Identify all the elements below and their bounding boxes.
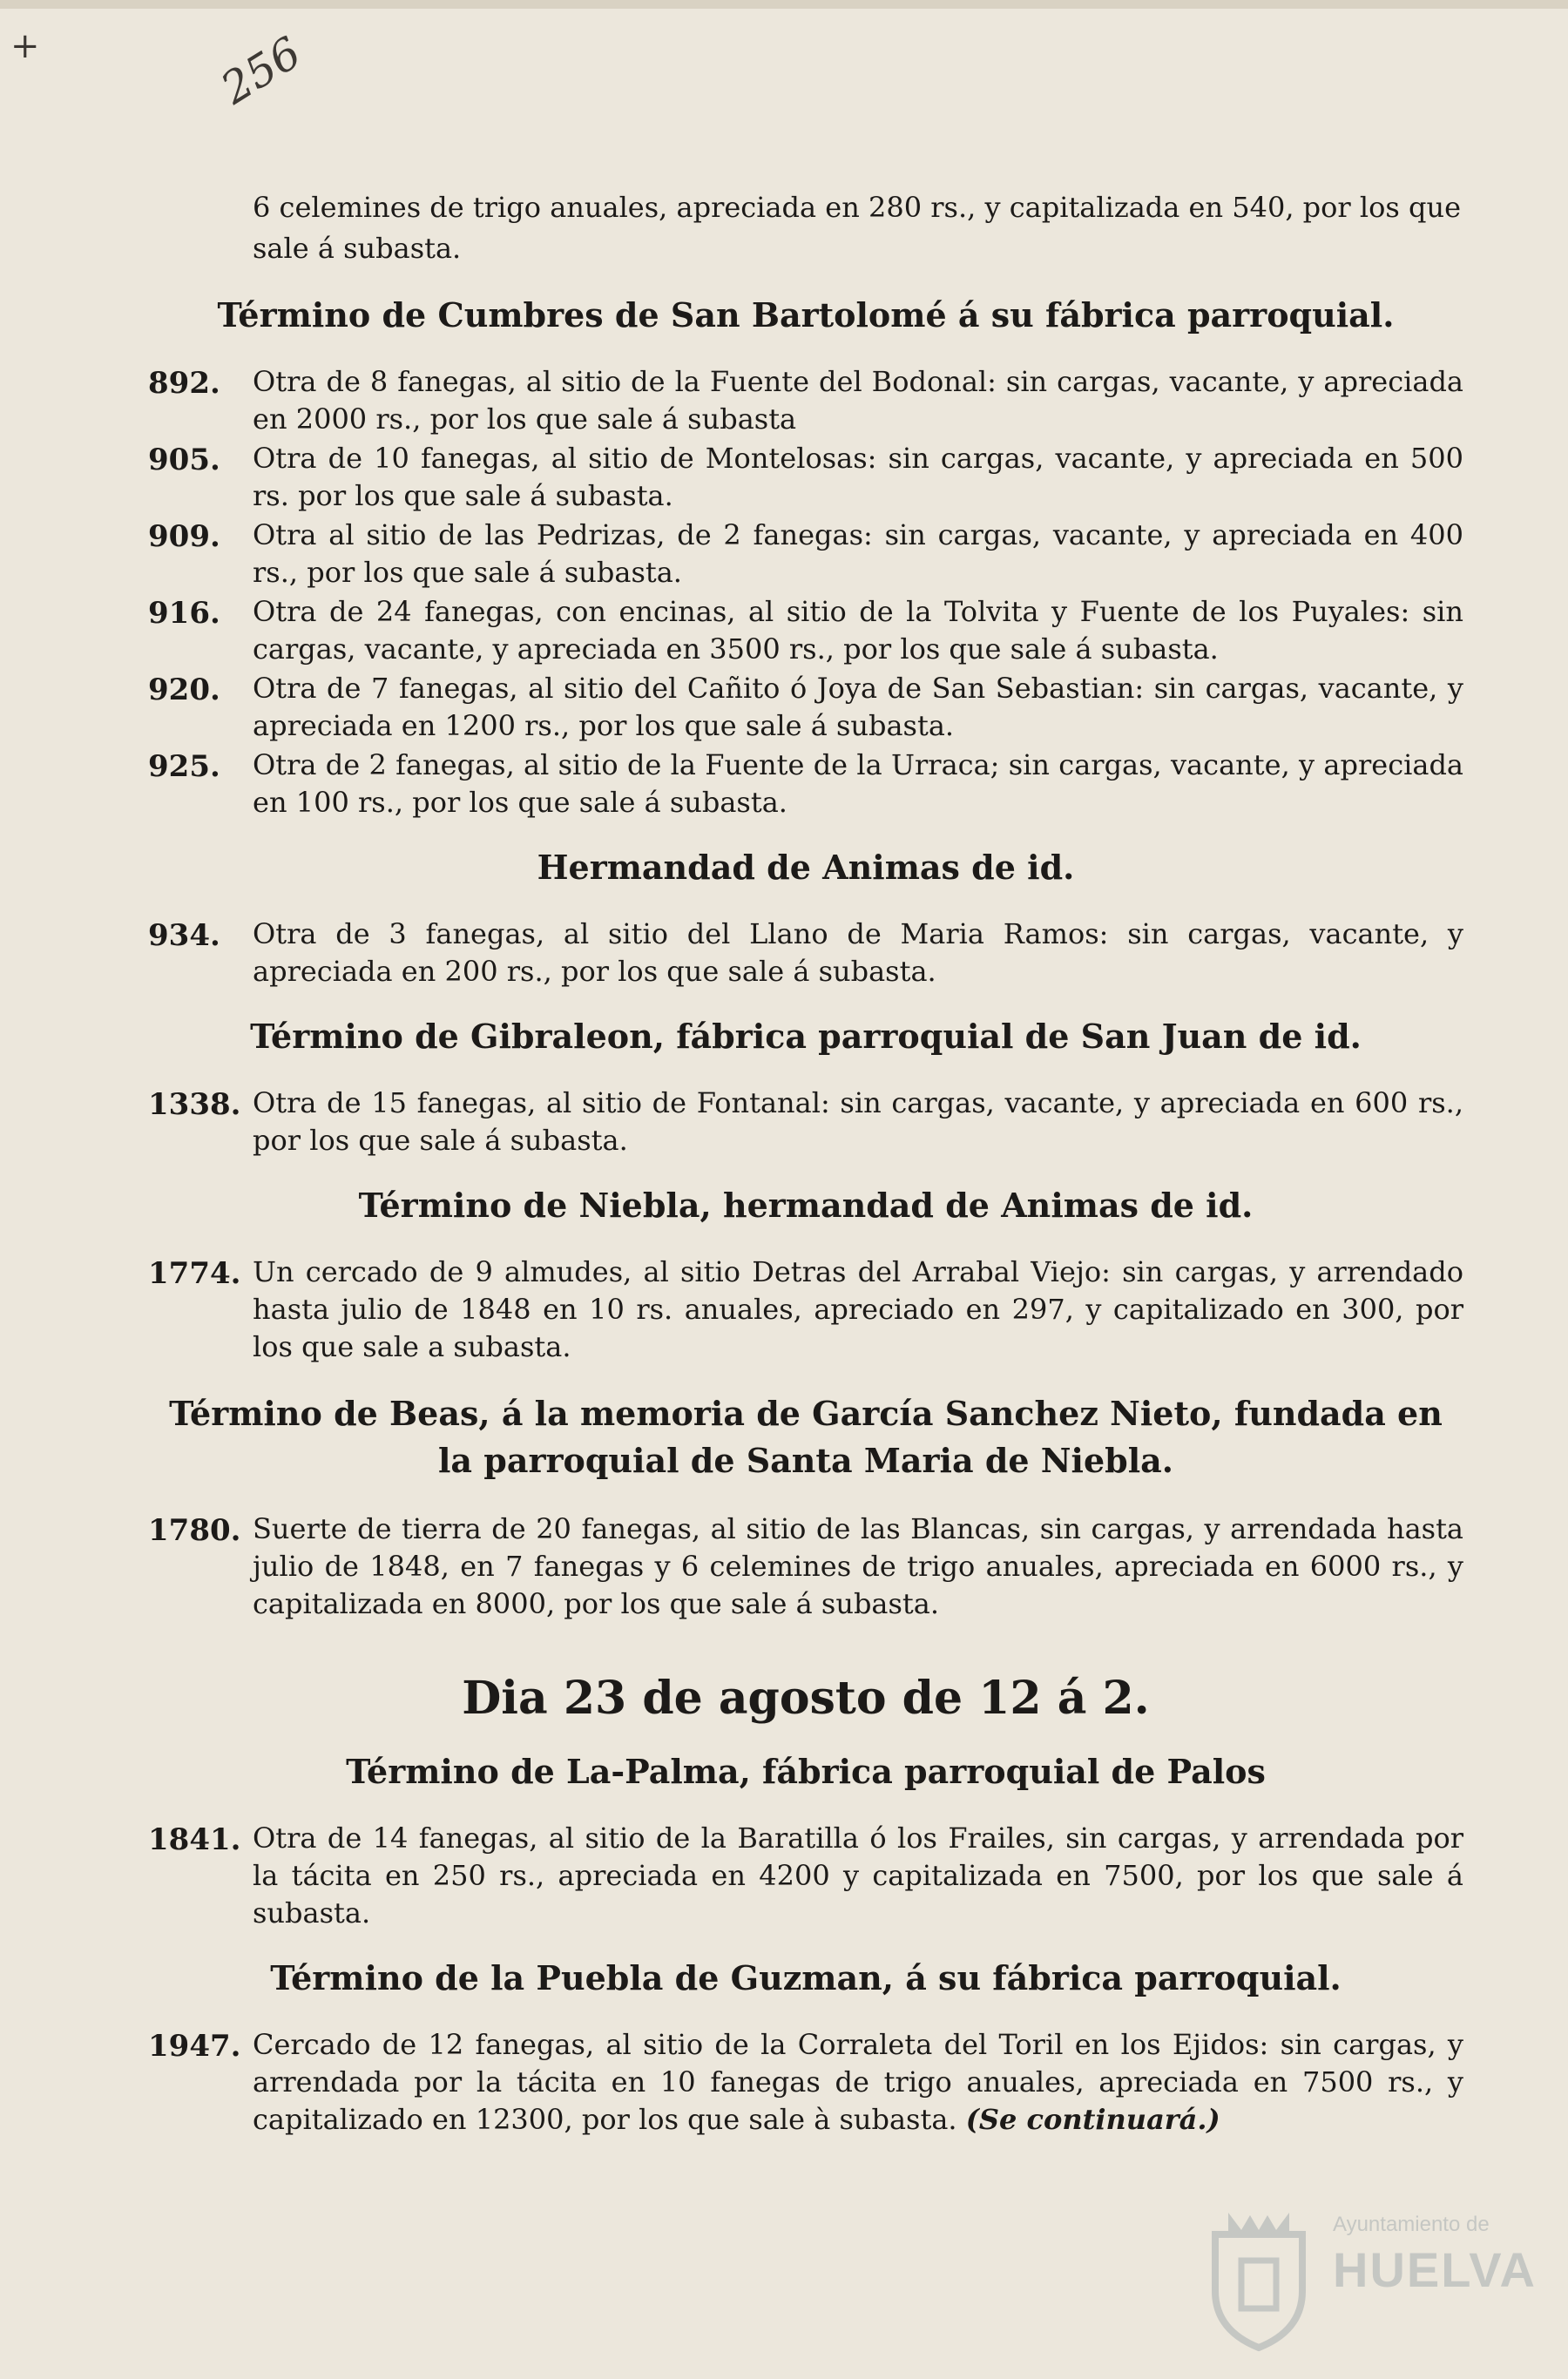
entry-text: [253, 1820, 1463, 1932]
entry-text: [253, 363, 1463, 438]
list-item: [148, 1254, 1463, 1366]
entry-number: 916.: [148, 596, 220, 631]
watermark-big-text: HUELVA: [1333, 2242, 1537, 2297]
entry-number: 920.: [148, 672, 220, 707]
entry-number: 905.: [148, 443, 220, 477]
entry-text-content: Suerte de tierra de 20 fanegas, al sitio de las Blancas, sin cargas, y arrendada hasta julio de 1848, en 7 fanegas y 6 celemines de trigo anuales, apreciada en 6000 rs., y capitalizada en 8000, por los que sale á subasta.: [253, 1512, 1463, 1620]
list-item: [148, 363, 1463, 438]
entry-text-content: Otra de 14 fanegas, al sitio de la Baratilla ó los Frailes, sin cargas, y arrendada por la tácita en 250 rs., apreciada en 4200 y capitalizada en 7500, por los que sale á subasta.: [253, 1821, 1463, 1930]
entry-number: 1338.: [148, 1087, 241, 1122]
handwritten-page-number: 256: [212, 27, 310, 114]
entry-text: [253, 1511, 1463, 1623]
entry-text-content: Otra de 24 fanegas, con encinas, al sitio de la Tolvita y Fuente de los Puyales: sin cargas, vacante, y apreciada en 3500 rs., por los que sale á subasta.: [253, 595, 1463, 666]
entry-text: [253, 916, 1463, 990]
entry-number: 909.: [148, 519, 220, 554]
list-item: [148, 916, 1463, 990]
entry-number: 925.: [148, 749, 220, 784]
watermark-small-text: Ayuntamiento de: [1333, 2213, 1490, 2236]
document-body: [148, 187, 1463, 2140]
page-edge: [0, 0, 1568, 9]
entry-text: [253, 440, 1463, 515]
opening-text: 6 celemines de trigo anuales, apreciada en 280 rs., y capitalizada en 540, por los que sale á subasta.: [253, 191, 1461, 265]
list-item: [148, 670, 1463, 745]
list-item: [148, 517, 1463, 591]
entry-number: 1947.: [148, 2029, 241, 2064]
entry-text-content: Otra de 3 fanegas, al sitio del Llano de Maria Ramos: sin cargas, vacante, y apreciada en 200 rs., por los que sale á subasta.: [253, 917, 1463, 988]
entry-number: 934.: [148, 918, 220, 953]
list-item: [148, 1820, 1463, 1932]
entry-text-content: Otra de 7 fanegas, al sitio del Cañito ó Joya de San Sebastian: sin cargas, vacante, y apreciada en 1200 rs., por los que sale á subasta.: [253, 672, 1463, 742]
entry-text: [253, 1254, 1463, 1366]
entry-text-content: Otra de 8 fanegas, al sitio de la Fuente del Bodonal: sin cargas, vacante, y apreciada en 2000 rs., por los que sale á subasta: [253, 365, 1463, 436]
list-item: [148, 440, 1463, 515]
list-item: [148, 1511, 1463, 1623]
entry-text: [253, 1085, 1463, 1159]
entry-text: [253, 593, 1463, 668]
ayuntamiento-huelva-watermark: [1202, 2208, 1537, 2352]
section-heading: Término de Cumbres de San Bartolomé á su fábrica parroquial.: [217, 295, 1395, 335]
entry-text: [253, 747, 1463, 821]
entry-text-content: Otra de 2 fanegas, al sitio de la Fuente de la Urraca; sin cargas, vacante, y apreciada en 100 rs., por los que sale á subasta.: [253, 748, 1463, 819]
continuation-note: (Se continuará.): [965, 2103, 1220, 2136]
section-heading: Hermandad de Animas de id.: [537, 848, 1075, 887]
entry-text-content: Un cercado de 9 almudes, al sitio Detras del Arrabal Viejo: sin cargas, y arrendado hasta julio de 1848 en 10 rs. anuales, apreciado en 297, y capitalizado en 300, por los que sale a subasta.: [253, 1255, 1463, 1363]
entry-text-content: Otra de 10 fanegas, al sitio de Montelosas: sin cargas, vacante, y apreciada en 500 rs. por los que sale á subasta.: [253, 442, 1463, 512]
entry-number: 1841.: [148, 1822, 241, 1857]
entry-text: [253, 517, 1463, 591]
entry-text-content: Otra al sitio de las Pedrizas, de 2 fanegas: sin cargas, vacante, y apreciada en 400 rs., por los que sale á subasta.: [253, 518, 1463, 589]
entry-number: 892.: [148, 366, 220, 401]
coat-of-arms-icon: [1202, 2208, 1315, 2352]
list-item: [148, 593, 1463, 668]
entry-text-content: Cercado de 12 fanegas, al sitio de la Corraleta del Toril en los Ejidos: sin cargas, y arrendada por la tácita en 10 fanegas de trigo anuales, apreciada en 7500 rs., y capitalizado en 12300, por los que sale à subasta.: [253, 2028, 1463, 2136]
section-heading: Término de La-Palma, fábrica parroquial de Palos: [346, 1752, 1266, 1791]
date-heading: Dia 23 de agosto de 12 á 2.: [462, 1672, 1150, 1725]
section-heading: Término de la Puebla de Guzman, á su fábrica parroquial.: [270, 1958, 1342, 1997]
entry-number: 1774.: [148, 1256, 241, 1291]
entry-text: [253, 2026, 1463, 2139]
list-item: [148, 1085, 1463, 1159]
section-heading: Término de Beas, á la memoria de García Sanchez Nieto, fundada en la parroquial de Santa Maria de Niebla.: [169, 1394, 1443, 1480]
section-heading: Término de Niebla, hermandad de Animas de id.: [358, 1186, 1254, 1225]
list-item: [148, 2026, 1463, 2139]
blocks-before-date: [148, 294, 1463, 1623]
entry-text: [253, 670, 1463, 745]
corner-mark: +: [10, 26, 40, 66]
section-heading: Término de Gibraleon, fábrica parroquial de San Juan de id.: [250, 1017, 1362, 1056]
entry-text-content: Otra de 15 fanegas, al sitio de Fontanal: sin cargas, vacante, y apreciada en 600 rs., por los que sale á subasta.: [253, 1086, 1463, 1157]
list-item: [148, 747, 1463, 821]
blocks-after-date: [148, 1750, 1463, 2139]
entry-number: 1780.: [148, 1513, 241, 1548]
